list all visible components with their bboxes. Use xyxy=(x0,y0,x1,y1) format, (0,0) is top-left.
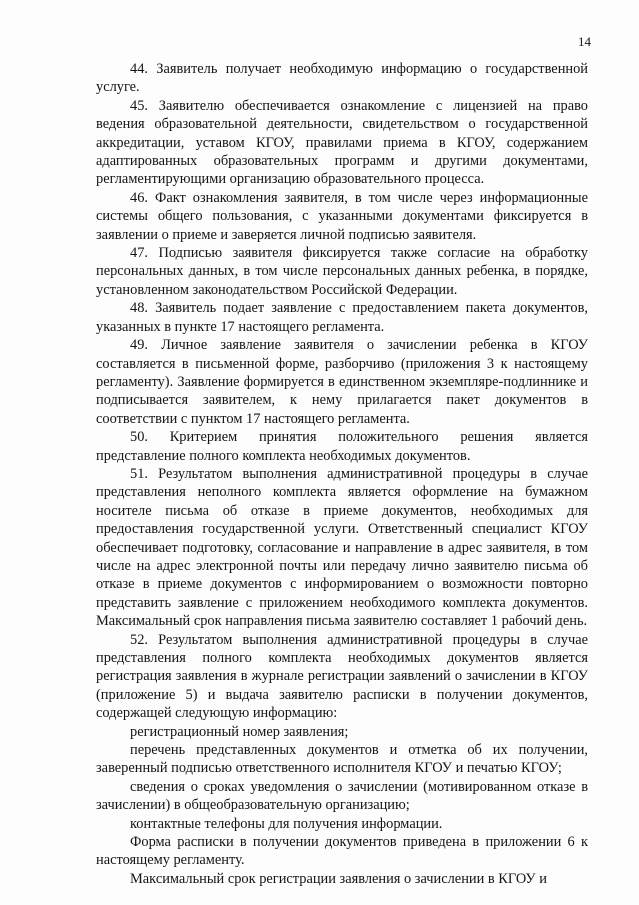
paragraph: 44. Заявитель получает необходимую информацию о государственной услуге. xyxy=(96,61,588,96)
list-item: сведения о сроках уведомления о зачислении (мотивированном отказе в зачислении) в общеобразовательную организацию; xyxy=(96,778,588,814)
paragraph: 46. Факт ознакомления заявителя, в том числе через информационные системы общего пользования, с указанными документами фиксируется в заявлении о приеме и заверяется личной подписью заявителя. xyxy=(96,189,588,243)
page-number: 14 xyxy=(578,34,591,49)
paragraph: 52. Результатом выполнения административной процедуры в случае представления полного комплекта необходимых документов является регистрация заявления в журнале регистрации заявлений о зачислении в КГОУ (приложение 5) и выдача заявителю расписки в получении документов, содержащей следующую информацию: xyxy=(96,631,588,722)
list-item: регистрационный номер заявления; xyxy=(130,723,349,740)
paragraph: 50. Критерием принятия положительного решения является представление полного комплекта необходимых документов. xyxy=(96,429,588,464)
list-item: Форма расписки в получении документов приведена в приложении 6 к настоящему регламенту. xyxy=(96,834,588,869)
paragraph: 49. Личное заявление заявителя о зачислении ребенка в КГОУ составляется в письменной форме, разборчиво (приложения 3 к настоящему регламенту). Заявление формируется в единственном экземпляре-подлиннике и подписывается заявителем, к нему прилагается пакет документов в соответствии с пунктом 17 настоящего регламента. xyxy=(96,337,588,427)
paragraph: 47. Подписью заявителя фиксируется также согласие на обработку персональных данных, в том числе персональных данных ребенка, в порядке, установленном законодательством Российской Федерации. xyxy=(96,245,588,298)
paragraph: 48. Заявитель подает заявление с предоставлением пакета документов, указанных в пункте 17 настоящего регламента. xyxy=(96,300,588,335)
list-item: перечень представленных документов и отметка об их получении, заверенный подписью ответственного исполнителя КГОУ и печатью КГОУ; xyxy=(96,742,588,777)
paragraph: 51. Результатом выполнения административной процедуры в случае представления неполного комплекта является оформление на бумажном носителе письма об отказе в приеме документов, необходимых для предоставления государственной услуги. Ответственный специалист КГОУ обеспечивает подготовку, согласование и направление в адрес заявителя, в том числе на адрес электронной почты или передачу лично заявителю письма об отказе в приеме документов с информированием о возможности повторно представить заявление с приложением необходимого комплекта документов. Максимальный срок направления письма заявителю составляет 1 рабочий день. xyxy=(96,465,588,630)
document-body xyxy=(96,60,588,888)
paragraph: 45. Заявителю обеспечивается ознакомление с лицензией на право ведения образовательной деятельности, свидетельством о государственной аккредитации, уставом КГОУ, правилами приема в КГОУ, содержанием адаптированных образовательных программ и другими документами, регламентирующими организацию образовательного процесса. xyxy=(96,97,588,188)
list-item: Максимальный срок регистрации заявления о зачислении в КГОУ и xyxy=(130,870,547,887)
list-item: контактные телефоны для получения информации. xyxy=(130,815,443,832)
